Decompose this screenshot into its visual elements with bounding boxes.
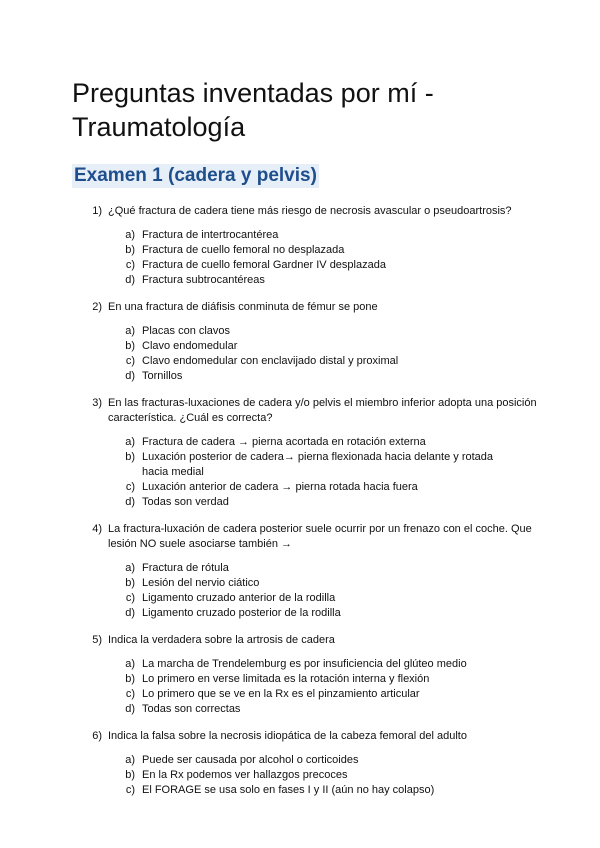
option-letter: b) (125, 244, 135, 256)
option-letter: c) (125, 481, 135, 493)
option-text: Fractura de cuello femoral no desplazada (142, 244, 345, 256)
option-letter: a) (125, 229, 135, 241)
question-line (72, 522, 560, 552)
question-item (72, 300, 560, 384)
option-text: Fractura de cadera → pierna acortada en rotación externa (142, 436, 426, 448)
option-letter: d) (125, 496, 135, 508)
option-text: El FORAGE se usa solo en fases I y II (aún no hay colapso) (142, 784, 435, 796)
option-text: Fractura de rótula (142, 562, 229, 574)
option-text: Fractura subtrocantéreas (142, 274, 265, 286)
option-letter: b) (125, 451, 135, 463)
option-item (72, 591, 560, 606)
option-letter: c) (125, 592, 135, 604)
section-heading: Examen 1 (cadera y pelvis) (74, 165, 317, 186)
option-item (72, 657, 560, 672)
option-letter: b) (125, 769, 135, 781)
question-number: 1) (92, 205, 102, 217)
question-line (72, 729, 560, 744)
option-list (72, 753, 560, 798)
question-number: 2) (92, 301, 102, 313)
option-letter: a) (125, 436, 135, 448)
question-text: En las fracturas-luxaciones de cadera y/o pelvis el miembro inferior adopta una posición característica. ¿Cuál es correcta? (108, 397, 537, 424)
option-text: Lo primero en verse limitada es la rotación interna y flexión (142, 673, 430, 685)
option-item (72, 672, 560, 687)
question-number: 5) (92, 634, 102, 646)
option-text: Lo primero que se ve en la Rx es el pinzamiento articular (142, 688, 420, 700)
option-letter: b) (125, 340, 135, 352)
option-item (72, 354, 560, 369)
option-text: Fractura de cuello femoral Gardner IV desplazada (142, 259, 386, 271)
question-text: Indica la verdadera sobre la artrosis de cadera (108, 634, 335, 646)
page-title: Preguntas inventadas por mí - Traumatología (72, 78, 434, 142)
option-item (72, 339, 560, 354)
option-letter: a) (125, 562, 135, 574)
option-letter: b) (125, 577, 135, 589)
question-item (72, 729, 560, 798)
option-list (72, 324, 560, 384)
option-letter: d) (125, 607, 135, 619)
question-item (72, 204, 560, 288)
option-list (72, 561, 560, 621)
option-text: Todas son correctas (142, 703, 241, 715)
question-text: ¿Qué fractura de cadera tiene más riesgo de necrosis avascular o pseudoartrosis? (108, 205, 512, 217)
question-line (72, 204, 560, 219)
option-text: Clavo endomedular con enclavijado distal y proximal (142, 355, 399, 367)
question-item (72, 522, 560, 621)
option-letter: c) (125, 688, 135, 700)
option-item (72, 435, 560, 450)
option-text: En la Rx podemos ver hallazgos precoces (142, 769, 348, 781)
option-letter: d) (125, 703, 135, 715)
option-item (72, 324, 560, 339)
question-text: Indica la falsa sobre la necrosis idiopática de la cabeza femoral del adulto (108, 730, 467, 742)
option-list (72, 657, 560, 717)
option-letter: a) (125, 325, 135, 337)
option-item (72, 576, 560, 591)
option-letter: a) (125, 658, 135, 670)
question-item (72, 396, 560, 510)
option-item (72, 753, 560, 768)
option-item (72, 228, 560, 243)
option-text: Todas son verdad (142, 496, 229, 508)
option-text: Puede ser causada por alcohol o corticoides (142, 754, 359, 766)
option-item (72, 258, 560, 273)
option-letter: c) (125, 784, 135, 796)
option-text: Tornillos (142, 370, 183, 382)
question-line (72, 300, 560, 315)
question-item (72, 633, 560, 717)
option-text: La marcha de Trendelemburg es por insuficiencia del glúteo medio (142, 658, 467, 670)
option-item (72, 495, 560, 510)
option-item (72, 687, 560, 702)
option-letter: a) (125, 754, 135, 766)
option-text: Clavo endomedular (142, 340, 238, 352)
option-text: Fractura de intertrocantérea (142, 229, 279, 241)
option-item (72, 606, 560, 621)
option-item (72, 783, 560, 798)
option-item (72, 768, 560, 783)
option-text: Placas con clavos (142, 325, 231, 337)
option-text: Ligamento cruzado anterior de la rodilla (142, 592, 336, 604)
option-item (72, 273, 560, 288)
option-text: Luxación posterior de cadera→ pierna flexionada hacia delante y rotada hacia medial (142, 451, 494, 478)
option-item (72, 702, 560, 717)
question-text: En una fractura de diáfisis conminuta de fémur se pone (108, 301, 378, 313)
question-text: La fractura-luxación de cadera posterior suele ocurrir por un frenazo con el coche. Que lesión NO suele asociarse también → (108, 523, 532, 550)
option-letter: d) (125, 274, 135, 286)
option-text: Luxación anterior de cadera → pierna rotada hacia fuera (142, 481, 418, 493)
option-letter: c) (125, 355, 135, 367)
option-item (72, 450, 560, 480)
option-item (72, 480, 560, 495)
option-text: Lesión del nervio ciático (142, 577, 260, 589)
option-list (72, 228, 560, 288)
question-list (72, 204, 560, 798)
option-letter: b) (125, 673, 135, 685)
option-item (72, 243, 560, 258)
option-letter: c) (125, 259, 135, 271)
option-letter: d) (125, 370, 135, 382)
question-number: 6) (92, 730, 102, 742)
option-list (72, 435, 560, 510)
question-number: 4) (92, 523, 102, 535)
question-line (72, 633, 560, 648)
question-line (72, 396, 560, 426)
option-item (72, 561, 560, 576)
option-text: Ligamento cruzado posterior de la rodilla (142, 607, 341, 619)
option-item (72, 369, 560, 384)
question-number: 3) (92, 397, 102, 409)
